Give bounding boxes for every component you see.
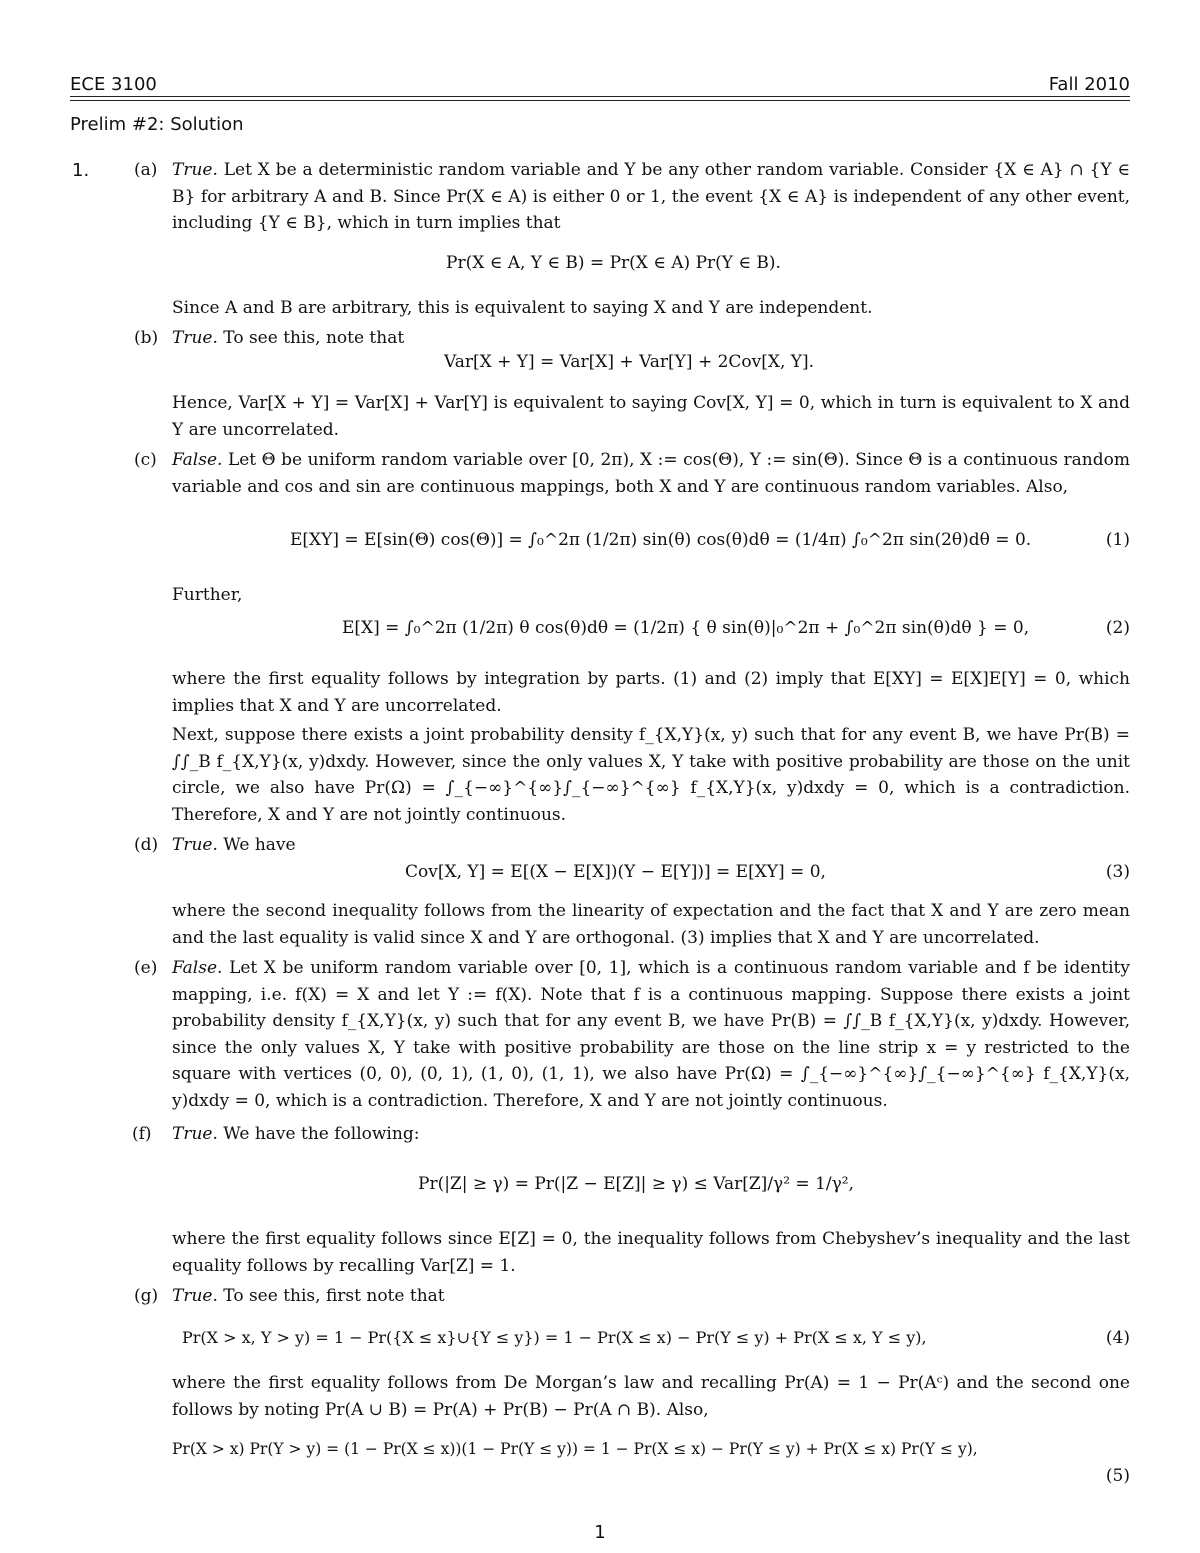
part-f-equation: Pr(|Z| ≥ γ) = Pr(|Z − E[Z]| ≥ γ) ≤ Var[Z]/γ² = 1/γ², [418, 1174, 854, 1194]
equation-3: Cov[X, Y] = E[(X − E[X])(Y − E[Y])] = E[XY] = 0, [405, 862, 826, 882]
equation-4-number: (4) [1105, 1328, 1130, 1348]
part-d-body: We have [223, 835, 296, 855]
equation-5: Pr(X > x) Pr(Y > y) = (1 − Pr(X ≤ x))(1 − Pr(Y ≤ y)) = 1 − Pr(X ≤ x) − Pr(Y ≤ y) + Pr(X ≤ x) Pr(Y ≤ y), [172, 1440, 978, 1458]
part-d-label: (d) [134, 835, 159, 855]
header-rule-top [70, 96, 1130, 97]
part-d-conclusion: where the second inequality follows from the linearity of expectation and the fact that X and Y are zero mean and the last equality is valid since X and Y are orthogonal. (3) implies that X and Y are uncorrelated. [172, 901, 1130, 948]
part-e-verdict: False. [172, 958, 223, 978]
equation-2: E[X] = ∫₀^2π (1/2π) θ cos(θ)dθ = (1/2π) { θ sin(θ)|₀^2π + ∫₀^2π sin(θ)dθ } = 0, [342, 618, 1030, 638]
part-c-verdict: False. [172, 450, 223, 470]
part-a-text [172, 157, 1130, 237]
part-f-text [172, 1121, 1130, 1148]
part-g-demorgan: where the first equality follows from De Morgan’s law and recalling Pr(A) = 1 − Pr(Aᶜ) and the second one follows by noting Pr(A ∪ B) = Pr(A) + Pr(B) − Pr(A ∩ B). Also, [172, 1373, 1130, 1420]
header-rule-bottom [70, 100, 1130, 101]
part-b-equation: Var[X + Y] = Var[X] + Var[Y] + 2Cov[X, Y]. [444, 352, 815, 372]
part-b-body: To see this, note that [223, 328, 405, 348]
part-g-body: To see this, first note that [223, 1286, 445, 1306]
part-a-equation: Pr(X ∈ A, Y ∈ B) = Pr(X ∈ A) Pr(Y ∈ B). [446, 253, 781, 273]
part-a-verdict: True. [172, 160, 218, 180]
document-title: Prelim #2: Solution [70, 114, 244, 135]
part-e-body: Let X be uniform random variable over [0, 1], which is a continuous random variable and f be identity mapping, i.e. f(X) = X and let Y := f(X). Note that f is a continuous mapping. Suppose there exists a joint probability density f_{X,Y}(x, y) such that for any event B, we have Pr(B) = ∫∫_B f_{X,Y}(x, y)dxdy. However, since the only values X, Y take with positive probability are those on the line strip x = y restricted to the square with vertices (0, 0), (0, 1), (1, 0), (1, 1), we also have Pr(Ω) = ∫_{−∞}^{∞}∫_{−∞}^{∞} f_{X,Y}(x, y)dxdy = 0, which is a contradiction. Therefore, X and Y are not jointly continuous. [172, 958, 1130, 1111]
part-d-verdict: True. [172, 835, 218, 855]
part-c-body: Let Θ be uniform random variable over [0, 2π), X := cos(Θ), Y := sin(Θ). Since Θ is a continuous random variable and cos and sin are continuous mappings, both X and Y are continuous random variables. Also, [172, 450, 1130, 497]
part-g-verdict: True. [172, 1286, 218, 1306]
part-a-body: Let X be a deterministic random variable and Y be any other random variable. Consider {X ∈ A} ∩ {Y ∈ B} for arbitrary A and B. Since Pr(X ∈ A) is either 0 or 1, the event {X ∈ A} is independent of any other event, including {Y ∈ B}, which in turn implies that [172, 160, 1131, 233]
part-b-label: (b) [134, 328, 159, 348]
equation-1: E[XY] = E[sin(Θ) cos(Θ)] = ∫₀^2π (1/2π) sin(θ) cos(θ)dθ = (1/4π) ∫₀^2π sin(2θ)dθ = 0. [290, 530, 1032, 550]
part-d-text [172, 832, 1130, 859]
part-f-label: (f) [132, 1124, 152, 1144]
part-c-uncorrelated: where the first equality follows by integration by parts. (1) and (2) imply that E[XY] = E[X]E[Y] = 0, which implies that X and Y are uncorrelated. [172, 669, 1130, 716]
page-number: 1 [594, 1522, 606, 1543]
part-g-text [172, 1283, 1130, 1310]
part-e-text [172, 955, 1130, 1114]
part-f-body: We have the following: [223, 1124, 420, 1144]
part-b-verdict: True. [172, 328, 218, 348]
part-e-label: (e) [134, 958, 158, 978]
page-header [70, 72, 1130, 98]
equation-3-number: (3) [1105, 862, 1130, 882]
part-b-conclusion: Hence, Var[X + Y] = Var[X] + Var[Y] is equivalent to saying Cov[X, Y] = 0, which in turn is equivalent to X and Y are uncorrelated. [172, 393, 1130, 440]
course-code: ECE 3100 [70, 74, 157, 95]
part-g-label: (g) [134, 1286, 159, 1306]
part-c-further: Further, [172, 585, 243, 605]
problem-number: 1. [72, 160, 90, 181]
part-a-conclusion: Since A and B are arbitrary, this is equivalent to saying X and Y are independent. [172, 298, 873, 318]
part-c-joint-density: Next, suppose there exists a joint probability density f_{X,Y}(x, y) such that for any event B, we have Pr(B) = ∫∫_B f_{X,Y}(x, y)dxdy. However, since the only values X, Y take with positive probability are those on the unit circle, we also have Pr(Ω) = ∫_{−∞}^{∞}∫_{−∞}^{∞} f_{X,Y}(x, y)dxdy = 0, which is a contradiction. Therefore, X and Y are not jointly continuous. [172, 725, 1130, 825]
equation-1-number: (1) [1105, 530, 1130, 550]
part-b-text [172, 325, 1130, 352]
equation-5-number: (5) [1105, 1466, 1130, 1486]
part-f-verdict: True. [172, 1124, 218, 1144]
part-c-text [172, 447, 1130, 500]
part-f-conclusion: where the first equality follows since E[Z] = 0, the inequality follows from Chebyshev’s inequality and the last equality follows by recalling Var[Z] = 1. [172, 1229, 1130, 1276]
term: Fall 2010 [1048, 74, 1130, 95]
part-a-label: (a) [134, 160, 158, 180]
equation-2-number: (2) [1105, 618, 1130, 638]
equation-4: Pr(X > x, Y > y) = 1 − Pr({X ≤ x}∪{Y ≤ y}) = 1 − Pr(X ≤ x) − Pr(Y ≤ y) + Pr(X ≤ x, Y ≤ y), [182, 1328, 927, 1347]
part-c-label: (c) [134, 450, 157, 470]
